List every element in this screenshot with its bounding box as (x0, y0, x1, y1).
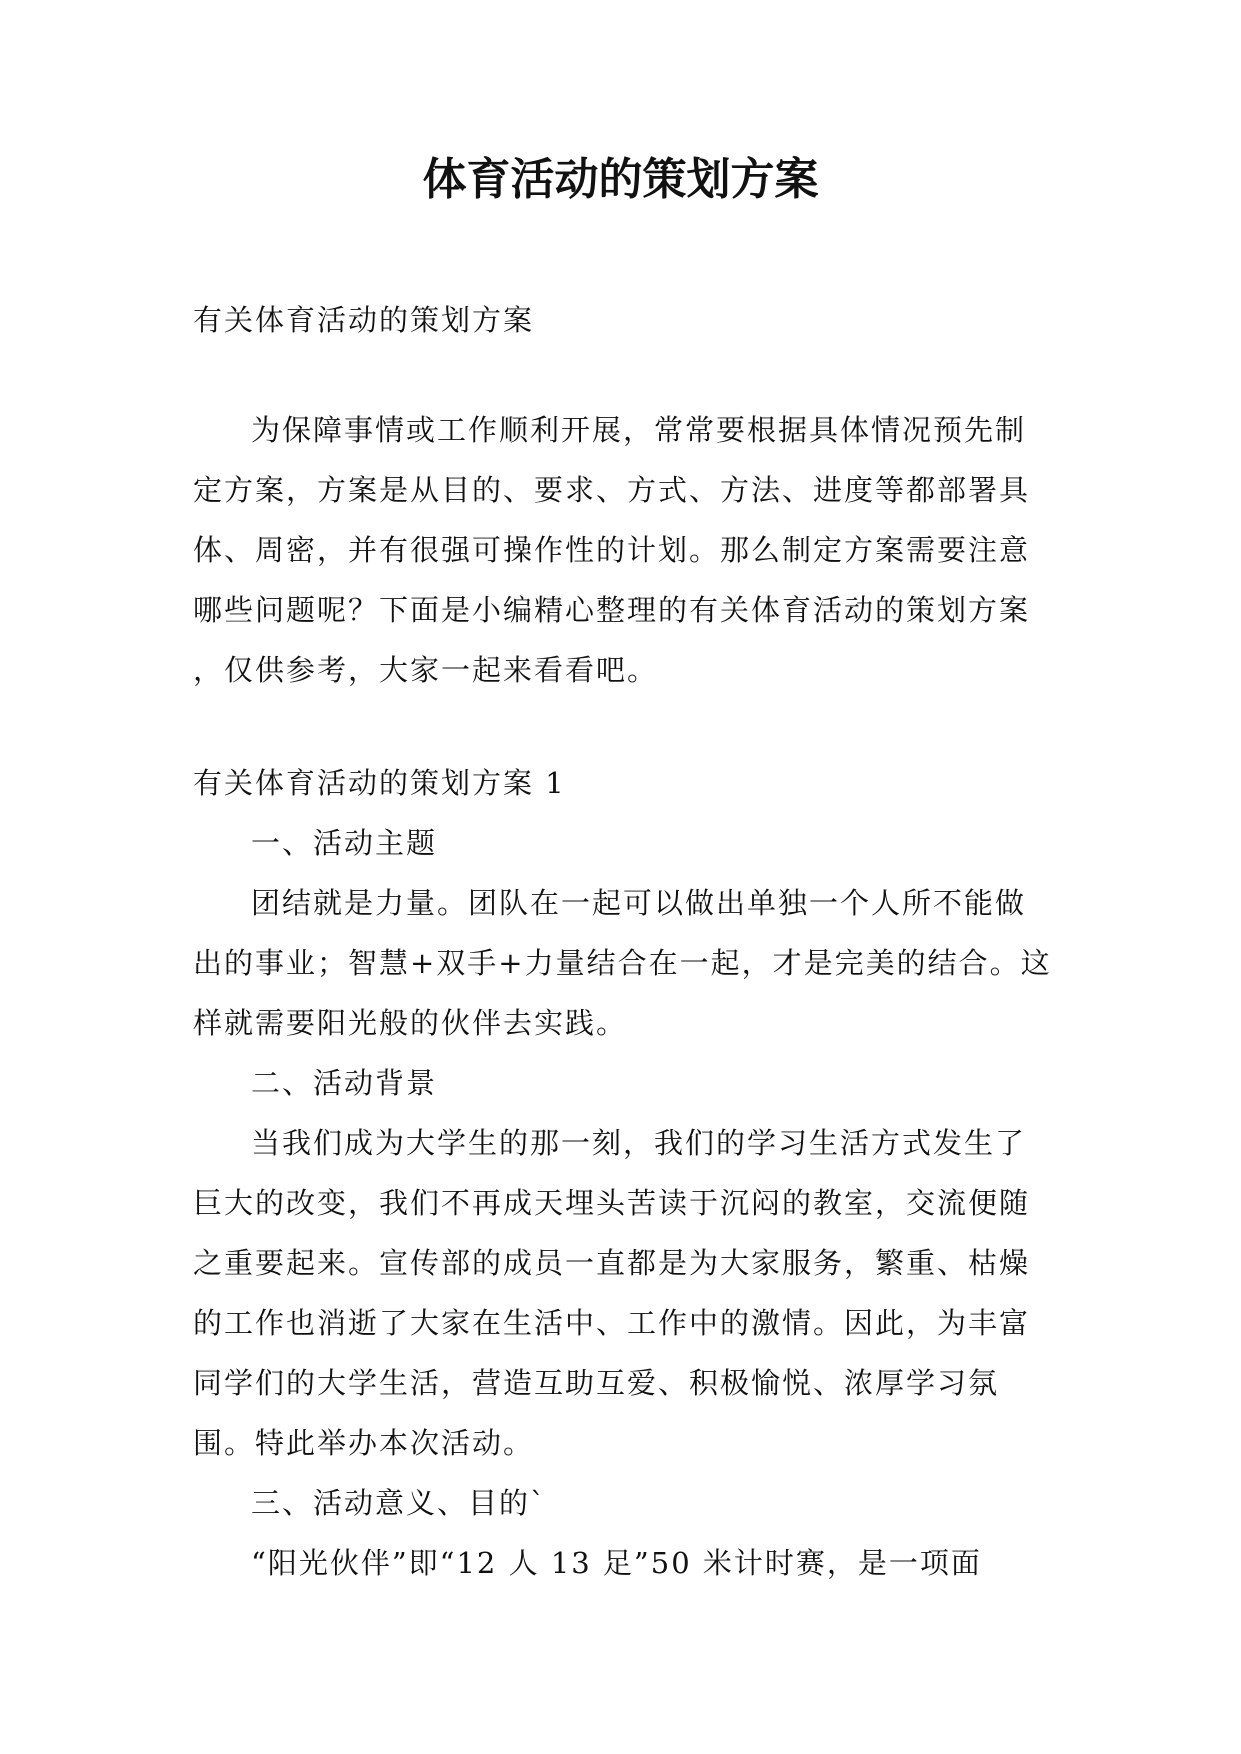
paragraph-activity-theme: 团结就是力量。团队在一起可以做出单独一个人所不能做出的事业；智慧+双手+力量结合在一起，才是完美的结合。这样就需要阳光般的伙伴去实践。 (193, 886, 1052, 1040)
heading-activity-background: 二、活动背景 (251, 1066, 438, 1100)
intro-paragraph: 为保障事情或工作顺利开展，常常要根据具体情况预先制定方案，方案是从目的、要求、方式、方法、进度等都部署具体、周密，并有很强可操作性的计划。那么制定方案需要注意哪些问题呢？下面是小编精心整理的有关体育活动的策划方案 ，仅供参考，大家一起来看看吧。 (193, 413, 1031, 687)
heading-activity-theme: 一、活动主题 (251, 826, 438, 860)
document-title: 体育活动的策划方案 (422, 154, 819, 205)
document-subtitle: 有关体育活动的策划方案 (193, 303, 535, 337)
paragraph-activity-background: 当我们成为大学生的那一刻，我们的学习生活方式发生了巨大的改变，我们不再成天埋头苦读于沉闷的教室，交流便随之重要起来。宣传部的成员一直都是为大家服务，繁重、枯燥的工作也消逝了大家在生活中、工作中的激情。因此，为丰富同学们的大学生活，营造互助互爱、积极愉悦、浓厚学习氛围。特此举办本次活动。 (193, 1126, 1031, 1460)
paragraph-activity-purpose: “阳光伙伴”即“12 人 13 足”50 米计时赛，是一项面 (251, 1546, 982, 1580)
section-title: 有关体育活动的策划方案 1 (193, 766, 566, 800)
heading-activity-purpose: 三、活动意义、目的` (251, 1486, 547, 1520)
